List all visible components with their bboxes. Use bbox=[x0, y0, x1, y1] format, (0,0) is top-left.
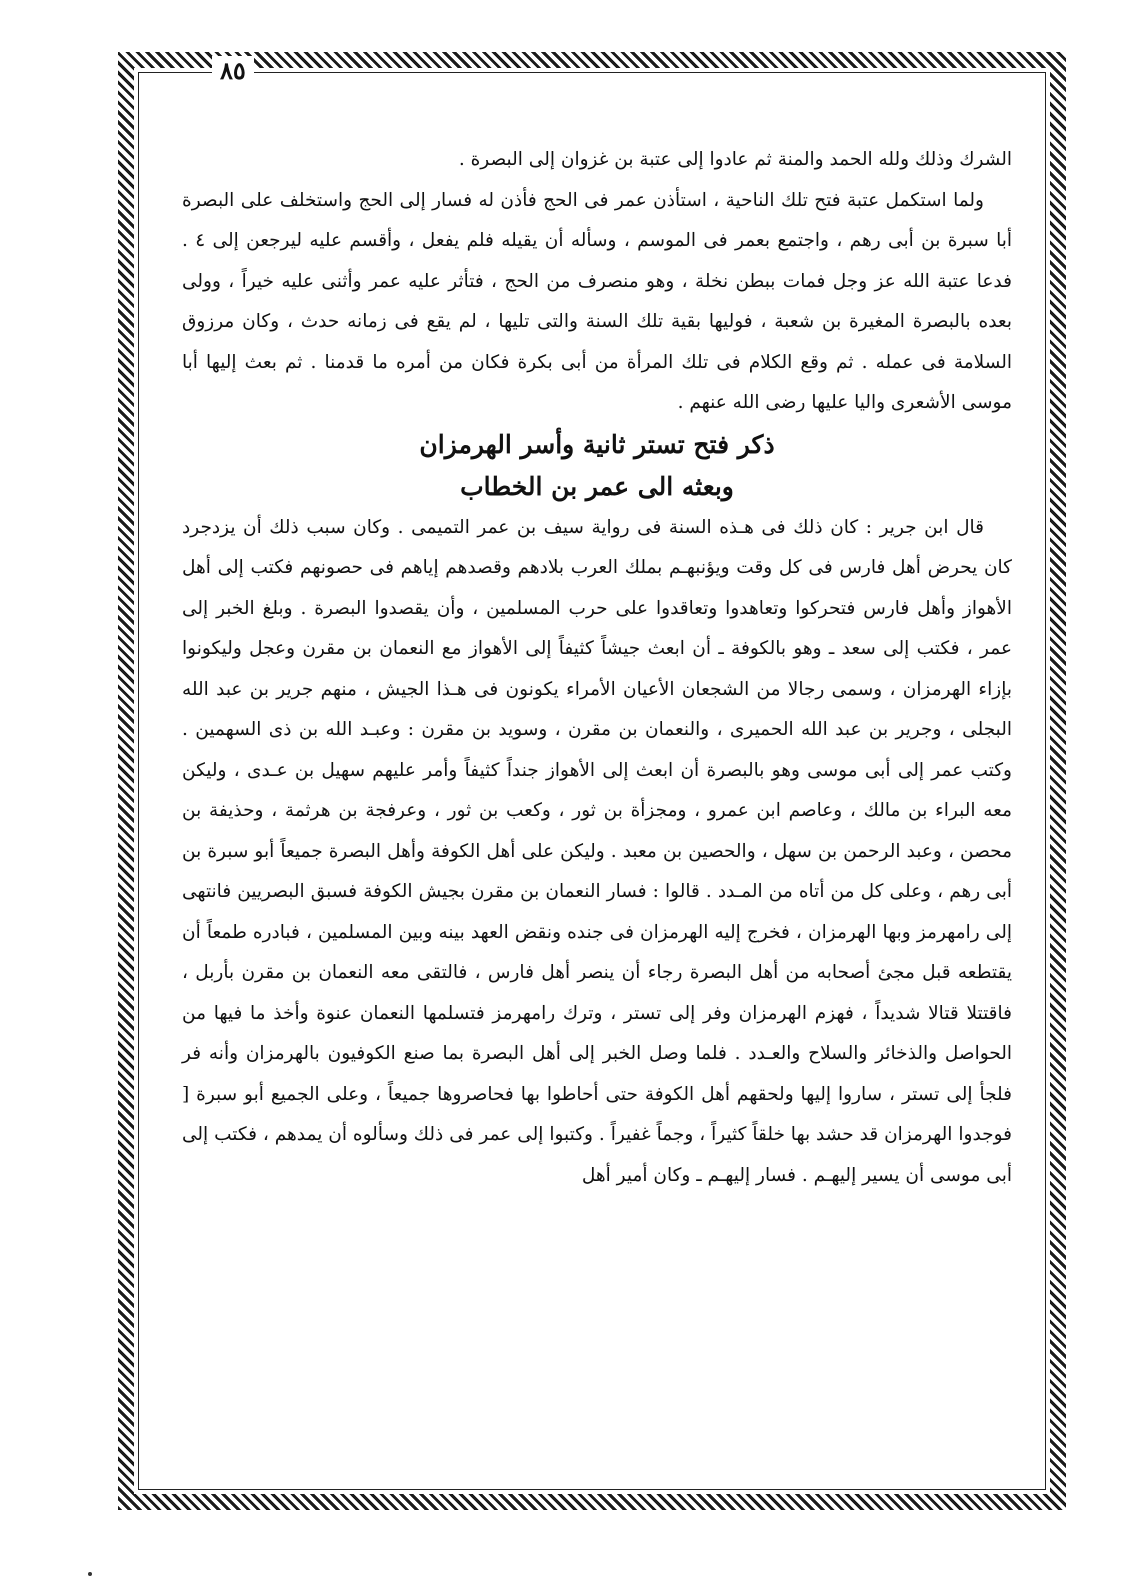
page-content bbox=[182, 140, 1012, 1196]
paragraph: الشرك وذلك ولله الحمد والمنة ثم عادوا إلى عتبة بن غزوان إلى البصرة . bbox=[458, 149, 1012, 170]
paragraph: ولما استكمل عتبة فتح تلك الناحية ، استأذن عمر فى الحج فأذن له فسار إلى الحج واستخلف على البصرة أبا سبرة بن أبى رهم ، واجتمع بعمر فى الموسم ، وسأله أن يقيله فلم يفعل ، وأقسم عليه ليرجعن إلى ٤ . فدعا عتبة الله عز وجل فمات ببطن نخلة ، وهو منصرف من الحج ، فتأثر عليه عمر وأثنى عليه خيراً ، وولى بعده بالبصرة المغيرة بن شعبة ، فوليها بقية تلك السنة والتى تليها ، لم يقع فى زمانه حدث ، وكان مرزوق السلامة فى عمله . ثم وقع الكلام فى تلك المرأة من أبى بكرة فكان من أمره ما قدمنا . ثم بعث إليها أبا موسى الأشعرى واليا عليها رضى الله عنهم . bbox=[182, 189, 1012, 413]
section-heading-line2: وبعثه الى عمر بن الخطاب bbox=[460, 471, 734, 501]
stray-ink-mark bbox=[88, 1572, 92, 1576]
section-heading-line1: ذكر فتح تستر ثانية وأسر الهرمزان bbox=[419, 429, 775, 459]
paragraph: قال ابن جرير : كان ذلك فى هـذه السنة فى رواية سيف بن عمر التميمى . وكان سبب ذلك أن يزدجرد كان يحرض أهل فارس فى كل وقت ويؤنبهـم بملك العرب بلادهم وقصدهم إياهم فى حصونهم فكتب إلى أهل الأهواز وأهل فارس فتحركوا وتعاهدوا وتعاقدوا على حرب المسلمين ، وأن يقصدوا البصرة . وبلغ الخبر إلى عمر ، فكتب إلى سعد ـ وهو بالكوفة ـ أن ابعث جيشاً كثيفاً إلى الأهواز مع النعمان بن مقرن وعجل وليكونوا بإزاء الهرمزان ، وسمى رجالا من الشجعان الأعيان الأمراء يكونون فى هـذا الجيش ، منهم جرير بن عبد الله البجلى ، وجرير بن عبد الله الحميرى ، والنعمان بن مقرن ، وسويد بن مقرن : وعبـد الله بن ذى السهمين . وكتب عمر إلى أبى موسى وهو بالبصرة أن ابعث إلى الأهواز جنداً كثيفاً وأمر عليهم سهيل بن عـدى ، وليكن معه البراء بن مالك ، وعاصم ابن عمرو ، ومجزأة بن ثور ، وكعب بن ثور ، وعرفجة بن هرثمة ، وحذيفة بن محصن ، وعبد الرحمن بن سهل ، والحصين بن معبد . وليكن على أهل الكوفة وأهل البصرة جميعاً أبو سبرة بن أبى رهم ، وعلى كل من أتاه من المـدد . قالوا : فسار النعمان بن مقرن بجيش الكوفة فسبق البصريين فانتهى إلى رامهرمز وبها الهرمزان ، فخرج إليه الهرمزان فى جنده ونقض العهد بينه وبين المسلمين ، فبادره طمعاً أن يقتطعه قبل مجئ أصحابه من أهل البصرة رجاء أن ينصر أهل فارس ، فالتقى معه النعمان بن مقرن بأربل ، فاقتتلا قتالا شديداً ، فهزم الهرمزان وفر إلى تستر ، وترك رامهرمز فتسلمها النعمان عنوة وأخذ ما فيها من الحواصل والذخائر والسلاح والعـدد . فلما وصل الخبر إلى أهل البصرة بما صنع الكوفيون بالهرمزان وأنه فر فلجأ إلى تستر ، ساروا إليها ولحقهم أهل الكوفة حتى أحاطوا بها فحاصروها جميعاً ، وعلى الجميع أبو سبرة [ فوجدوا الهرمزان قد حشد بها خلقاً كثيراً ، وجماً غفيراً . وكتبوا إلى عمر فى ذلك وسألوه أن يمدهم ، فكتب إلى أبى موسى أن يسير إليهـم . فسار إليهـم ـ وكان أمير أهل bbox=[182, 516, 1012, 1186]
page-number: ٨٥ bbox=[212, 56, 254, 85]
